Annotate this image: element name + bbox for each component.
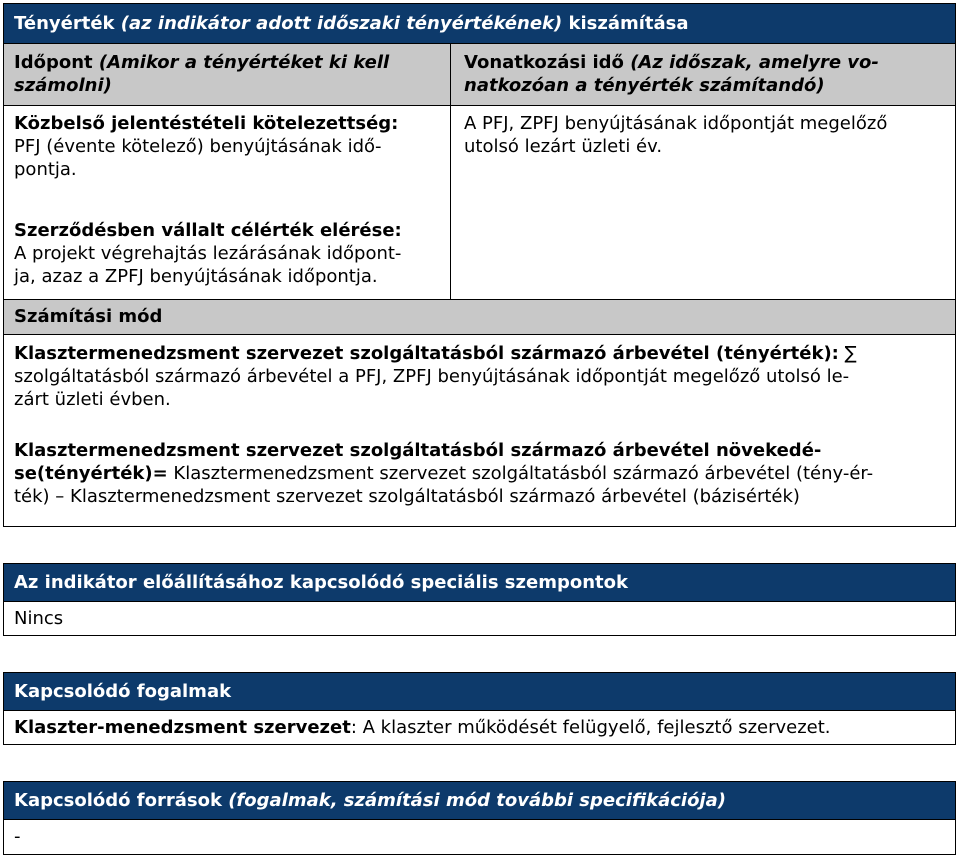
special-aspects-body: [4, 601, 955, 635]
reference-period-cell: A PFJ, ZPFJ benyújtásának időpontját megelőző utolsó lezárt üzleti év.: [464, 113, 888, 157]
reference-period-header: Vonatkozási idő (Az időszak, amelyre vo- natkozóan a tényérték számítandó): [464, 52, 879, 96]
calculation-method-row: [4, 299, 955, 334]
calculation-header: [4, 4, 955, 43]
special-aspects-header: Az indikátor előállításához kapcsolódó speciális szempontok: [4, 564, 955, 601]
calculation-title: Tényérték (az indikátor adott időszaki tényértékének) kiszámítása: [14, 13, 689, 34]
related-sources-header: Kapcsolódó források (fogalmak, számítási mód további specifikációja): [4, 782, 955, 819]
column-divider: [450, 106, 451, 204]
formula-growth: Klasztermenedzsment szervezet szolgáltatásból származó árbevétel növekedé- se(tényérték)= Klasztermenedzsment szervezet szolgáltatásból származó árbevétel (tény-ér- ték) – Klasztermenedzsment szervezet szolgáltatásból származó árbevétel (bázisérték): [14, 440, 874, 507]
sigma-symbol: ∑: [844, 343, 857, 364]
related-concepts-header: Kapcsolódó fogalmak: [4, 673, 955, 710]
time-column-headers: [4, 43, 955, 105]
special-aspects-value: Nincs: [14, 608, 64, 629]
interim-reporting-cell: Közbelső jelentéstételi kötelezettség: PFJ (évente kötelező) benyújtásának idő- pontja.: [14, 113, 399, 180]
calculation-method-label: Számítási mód: [14, 306, 163, 327]
related-sources-body: [4, 819, 955, 854]
concept-definition: Klaszter-menedzsment szervezet: A klaszter működését felügyelő, fejlesztő szervezet.: [14, 717, 831, 738]
related-sources-value: -: [14, 826, 21, 847]
timepoint-header: Időpont (Amikor a tényértéket ki kell számolni): [14, 52, 390, 96]
column-divider: [450, 204, 451, 299]
target-row: [4, 204, 955, 299]
interim-row: [4, 105, 955, 204]
related-sources-box: [3, 781, 956, 855]
formula-revenue: Klasztermenedzsment szervezet szolgáltatásból származó árbevétel (tényérték): ∑ szolgáltatásból származó árbevétel a PFJ, ZPFJ benyújtásának időpontját megelőző utolsó le- zárt üzleti évben.: [14, 343, 857, 410]
special-aspects-box: [3, 563, 956, 636]
calculation-box: [3, 3, 956, 527]
target-achievement-cell: Szerződésben vállalt célérték elérése: A projekt végrehajtás lezárásának időpont- ja, azaz a ZPFJ benyújtásának időpontja.: [14, 220, 402, 287]
column-divider: [450, 44, 451, 105]
related-concepts-box: [3, 672, 956, 745]
related-concepts-body: [4, 710, 955, 744]
formula-row: [4, 334, 955, 524]
